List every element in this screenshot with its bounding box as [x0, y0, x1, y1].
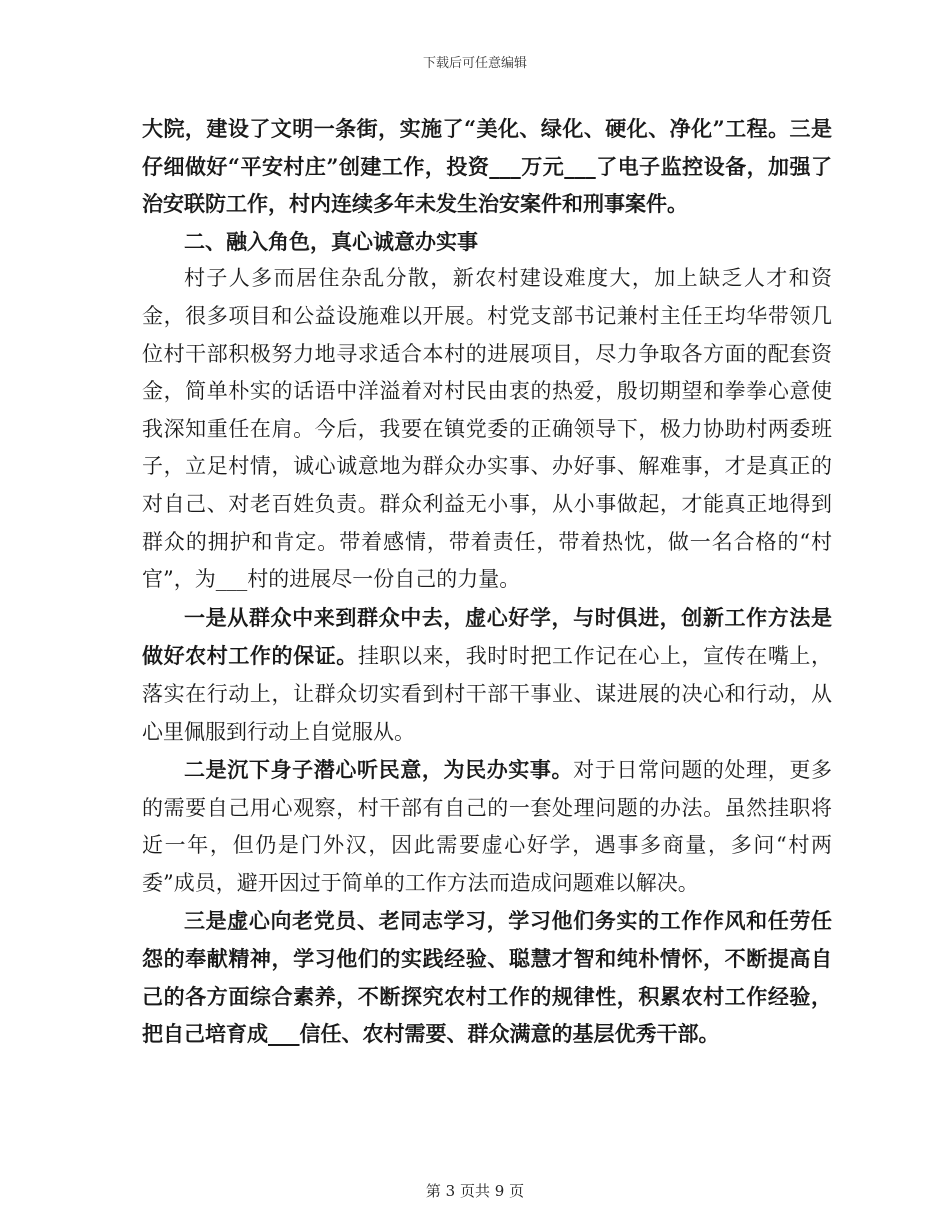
- page-number: 第 3 页共 9 页: [425, 1182, 525, 1200]
- paragraph-1: 大院，建设了文明一条街，实施了“美化、绿化、硬化、净化”工程。三是仔细做好“平安村庄”创建工作，投资___万元___了电子监控设备，加强了治安联防工作，村内连续多年未发生治安案件和刑事案件。: [142, 116, 832, 217]
- page-header: 下载后可任意编辑: [422, 56, 527, 71]
- paragraph-4-body: 挂职以来，我时时把工作记在心上，宣传在嘴上，落实在行动上，让群众切实看到村干部干事业、谋进展的决心和行动，从心里佩服到行动上自觉服从。: [142, 644, 833, 744]
- paragraph-5-body: 对于日常问题的处理，更多的需要自己用心观察，村干部有自己的一套处理问题的办法。虽然挂职将近一年，但仍是门外汉，因此需要虚心好学，遇事多商量，多问“村两委”成员，避开因过于简单的工作方法而造成问题难以解决。: [142, 758, 832, 895]
- paragraph-5: [142, 751, 832, 902]
- paragraph-4-lead: 一是从群众中来到群众中去，虚心好学，与时俱进，创新工作方法是做好农村工作的保证。: [142, 604, 832, 669]
- paragraph-5-lead: 二是沉下身子潜心听民意，为民办实事。: [184, 757, 574, 783]
- section-heading: 二、融入角色，真心诚意办实事: [184, 228, 478, 254]
- document-body: [142, 110, 832, 1053]
- paragraph-3: 村子人多而居住杂乱分散，新农村建设难度大，加上缺乏人才和资金，很多项目和公益设施难以开展。村党支部书记兼村主任王均华带领几位村干部积极努力地寻求适合本村的进展项目，尽力争取各方面的配套资金，简单朴实的话语中洋溢着对村民由衷的热爱，殷切期望和拳拳心意使我深知重任在肩。今后，我要在镇党委的正确领导下，极力协助村两委班子，立足村情，诚心诚意地为群众办实事、办好事、解难事，才是真正的对自己、对老百姓负责。群众利益无小事，从小事做起，才能真正地得到群众的拥护和肯定。带着感情，带着责任，带着热忱，做一名合格的“村官”，为___村的进展尽一份自己的力量。: [142, 266, 832, 592]
- paragraph-6: 三是虚心向老党员、老同志学习，学习他们务实的工作作风和任劳任怨的奉献精神，学习他们的实践经验、聪慧才智和纯朴情怀，不断提高自己的各方面综合素养，不断探究农村工作的规律性，积累农村工作经验，把自己培育成___信任、农村需要、群众满意的基层优秀干部。: [142, 908, 832, 1047]
- paragraph-4: [142, 599, 832, 751]
